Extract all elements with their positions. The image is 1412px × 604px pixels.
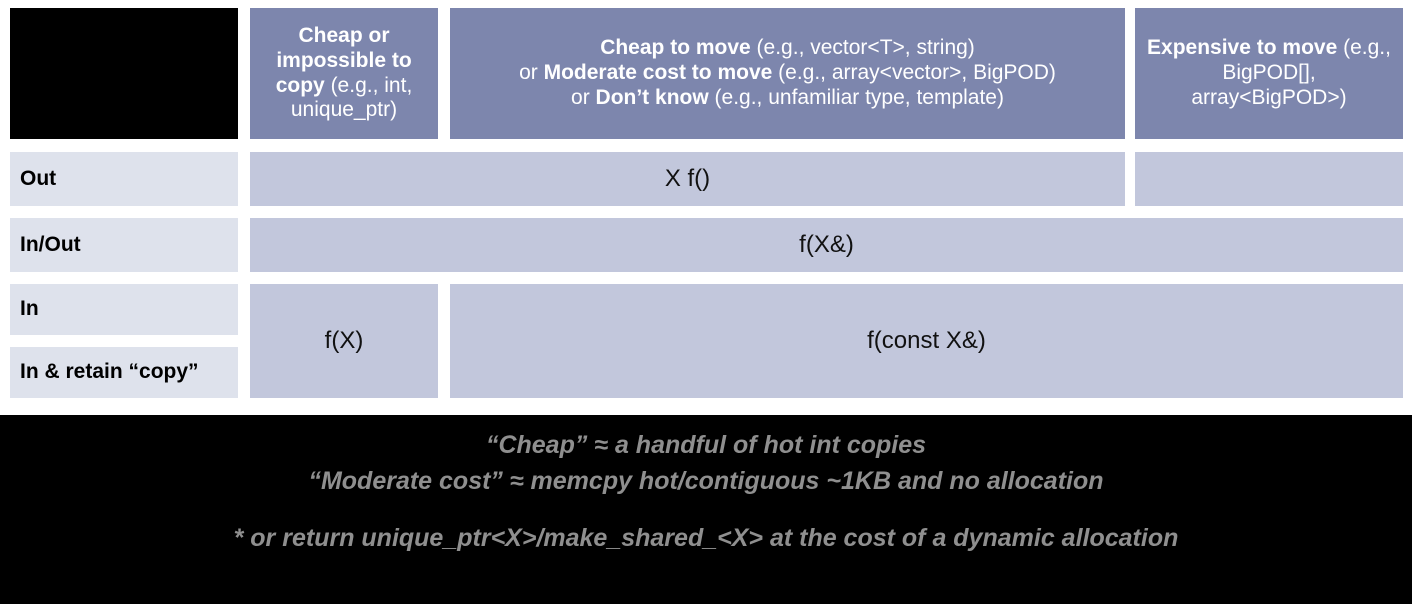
footnote-return-smart-pointer: * or return unique_ptr<X>/make_shared_<X> at the cost of a dynamic allocation xyxy=(233,524,1179,552)
column-header-expensive-strong: Expensive to move xyxy=(1147,36,1338,60)
row-label-in-out: In/Out xyxy=(10,218,238,272)
column-header-move-line2-rest: (e.g., array<vector>, BigPOD) xyxy=(772,61,1056,85)
column-header-move-line3-strong: Don’t know xyxy=(595,85,709,109)
cell-in-by-value: f(X) xyxy=(250,284,438,398)
cell-inout-by-reference: f(X&) xyxy=(250,218,1403,272)
cell-in-by-const-reference: f(const X&) xyxy=(450,284,1403,398)
column-header-move-line3 xyxy=(519,86,1056,111)
column-header-expensive-example: (e.g., BigPOD[], array<BigPOD>) xyxy=(1191,36,1391,109)
cell-out-expensive-empty xyxy=(1135,152,1403,206)
row-label-out: Out xyxy=(10,152,238,206)
column-header-move-line2-strong: Moderate cost to move xyxy=(543,61,773,85)
column-header-move-line1-rest: (e.g., vector<T>, string) xyxy=(750,36,975,60)
column-header-move-line3-rest: (e.g., unfamiliar type, template) xyxy=(708,85,1004,109)
column-header-move-line2-pre: or xyxy=(519,61,544,85)
footnote-cheap: “Cheap” ≈ a handful of hot int copies xyxy=(485,431,927,459)
column-header-move-line1 xyxy=(519,36,1056,61)
column-header-expensive-to-move xyxy=(1135,8,1403,139)
column-header-move-line1-strong: Cheap to move xyxy=(600,36,751,60)
footnotes xyxy=(0,428,1412,557)
column-header-move-line3-pre: or xyxy=(571,85,596,109)
column-header-cheap-to-move xyxy=(450,8,1125,139)
cell-out-return-by-value: X f() xyxy=(250,152,1125,206)
column-header-cheap-to-copy xyxy=(250,8,438,139)
footnote-spacer xyxy=(0,499,1412,521)
column-header-cheap-to-copy-strong: Cheap or impossible to copy xyxy=(275,23,412,97)
table-corner-cell xyxy=(10,8,238,139)
footnote-moderate: “Moderate cost” ≈ memcpy hot/contiguous ~1KB and no allocation xyxy=(308,466,1104,495)
column-header-move-line2 xyxy=(519,61,1056,86)
row-label-in-and-retain-copy: In & retain “copy” xyxy=(10,347,238,398)
row-label-in: In xyxy=(10,284,238,335)
column-header-cheap-to-copy-example: (e.g., int, unique_ptr) xyxy=(290,73,413,122)
